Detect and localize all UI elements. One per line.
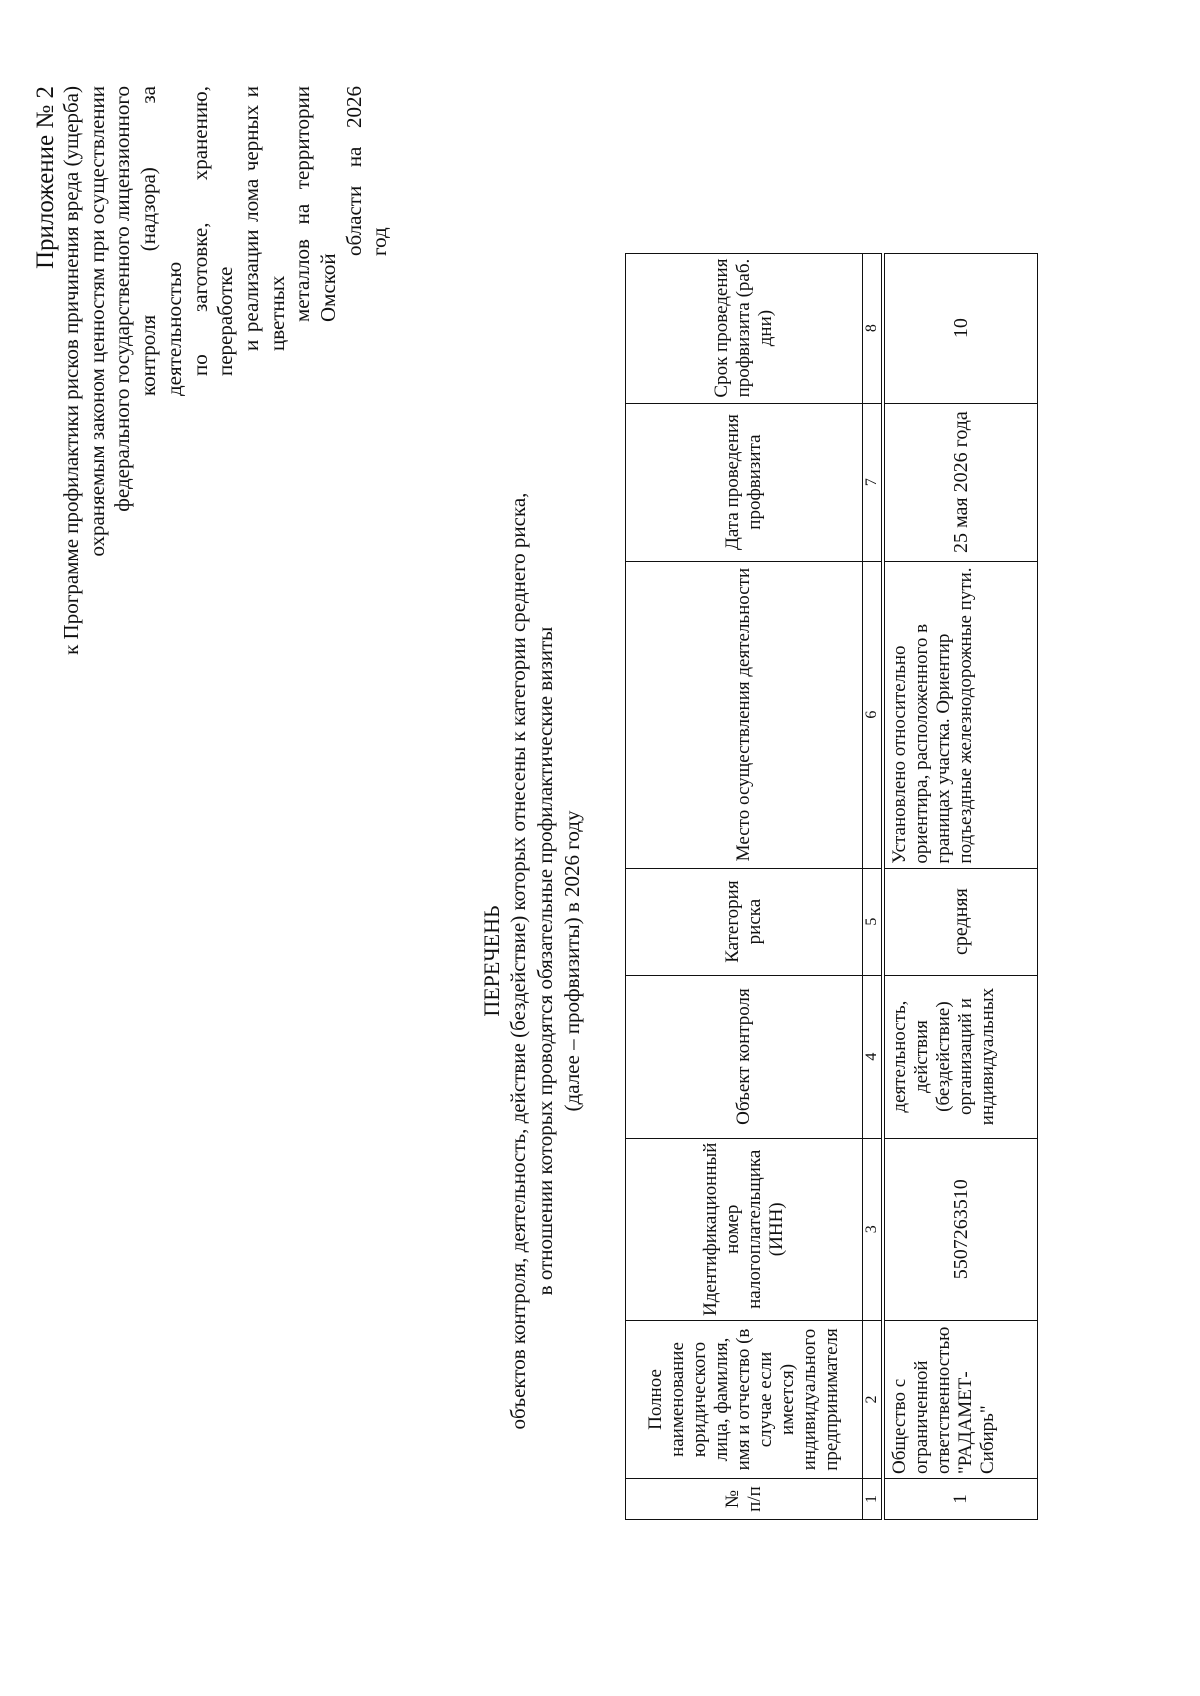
list-title-line: объектов контроля, деятельность, действие (бездействие) которых отнесены к категории среднего риска, xyxy=(506,492,530,1430)
appendix-line: к Программе профилактики рисков причинения вреда (ущерба) xyxy=(59,86,83,655)
column-number: 4 xyxy=(863,975,884,1138)
list-title-line: в отношении которых проводятся обязательные профилактические визиты xyxy=(533,626,557,1296)
column-number: 3 xyxy=(863,1138,884,1320)
row-place: Установлено относительно ориентира, расположенного в границах участка. Ориентир подъездные железнодорожные пути. xyxy=(883,561,1038,868)
column-number: 6 xyxy=(863,561,884,868)
header-cell-inn: Идентификационный номер налогоплательщика (ИНН) xyxy=(626,1138,863,1320)
header-cell-object: Объект контроля xyxy=(626,975,863,1138)
list-heading: ПЕРЕЧЕНЬ xyxy=(479,905,504,1017)
column-number: 7 xyxy=(863,403,884,561)
row-duration: 10 xyxy=(883,253,1038,403)
row-name: Общество с ограниченной ответственностью "РАДАМЕТ-Сибирь" xyxy=(883,1321,1038,1479)
column-number-row xyxy=(863,253,884,1519)
header-cell-name: Полное наименование юридического лица, фамилия, имя и отчество (в случае если имеется) индивидуального предпринимателя xyxy=(626,1321,863,1479)
column-number: 2 xyxy=(863,1321,884,1479)
appendix-line: и реализации лома черных и цветных xyxy=(238,86,289,351)
appendix-line: области на 2026 год xyxy=(341,86,392,256)
header-cell-date: Дата проведения профвизита xyxy=(626,403,863,561)
header-cell-place: Место осуществления деятельности xyxy=(626,561,863,868)
row-inn: 5507263510 xyxy=(883,1138,1038,1320)
row-risk: средняя xyxy=(883,868,1038,975)
table-header-row xyxy=(626,253,863,1519)
header-cell-num: № п/п xyxy=(626,1479,863,1520)
inspection-table xyxy=(625,253,1038,1520)
column-number: 1 xyxy=(863,1479,884,1520)
row-object: деятельность, действия (бездействие) организаций и индивидуальных xyxy=(883,975,1038,1138)
appendix-line: контроля (надзора) за деятельностью xyxy=(136,86,186,396)
table-row xyxy=(883,253,1038,1519)
appendix-line: федерального государственного лицензионного xyxy=(110,86,135,512)
header-cell-duration: Срок проведения профвизита (раб. дни) xyxy=(626,253,863,403)
appendix-line: металлов на территории Омской xyxy=(290,86,341,322)
row-date: 25 мая 2026 года xyxy=(883,403,1038,561)
column-number: 8 xyxy=(863,253,884,403)
appendix-block xyxy=(32,86,393,1696)
list-title-block xyxy=(478,226,586,1696)
appendix-title: Приложение № 2 xyxy=(32,86,59,270)
appendix-line: охраняемым законом ценностям при осуществлении xyxy=(84,86,109,557)
appendix-line: по заготовке, хранению, переработке xyxy=(187,86,238,376)
column-number: 5 xyxy=(863,868,884,975)
row-num: 1 xyxy=(883,1479,1038,1520)
header-cell-risk: Категория риска xyxy=(626,868,863,975)
list-title-line: (далее – профвизиты) в 2026 году xyxy=(560,810,584,1112)
